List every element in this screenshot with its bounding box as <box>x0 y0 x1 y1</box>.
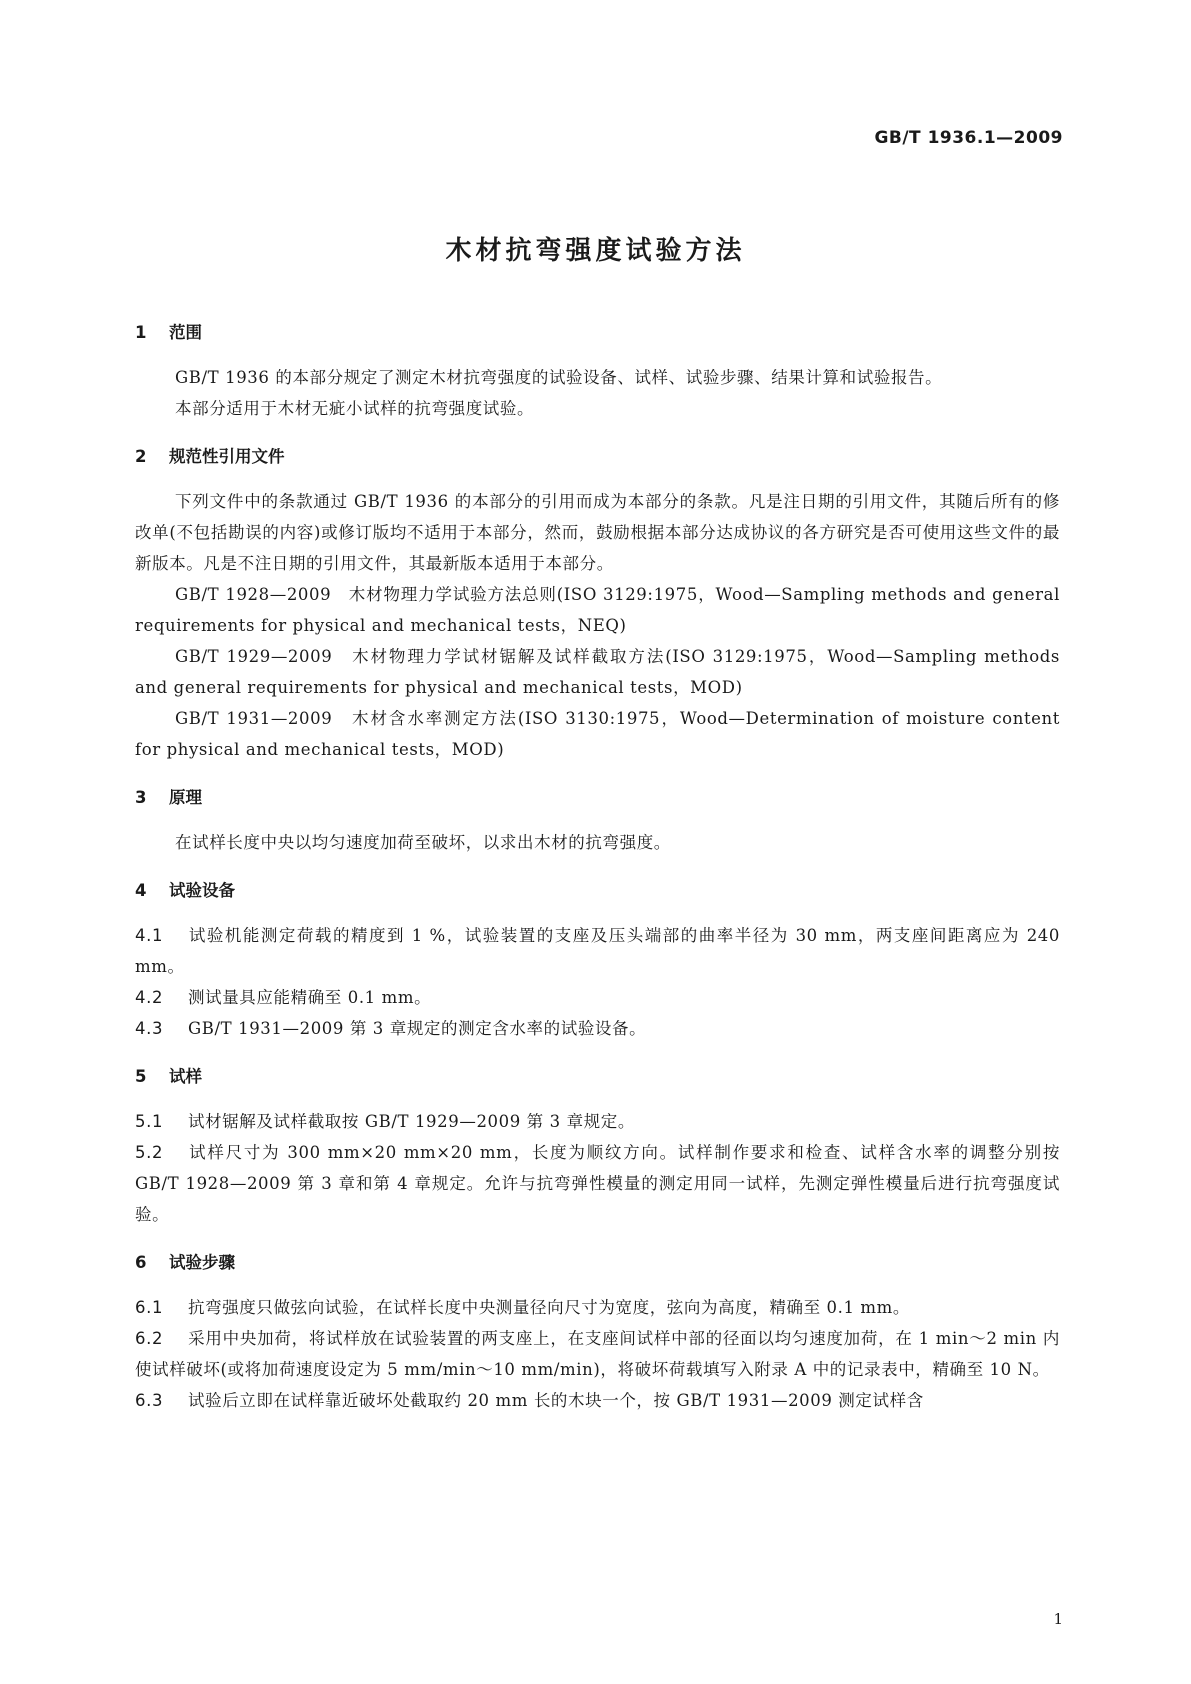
clause <box>135 1106 1060 1137</box>
clause <box>135 982 1060 1013</box>
clause-text: 试样尺寸为 300 mm×20 mm×20 mm，长度为顺纹方向。试样制作要求和检查、试样含水率的调整分别按 GB/T 1928—2009 第 3 章和第 4 章规定。允许与抗弯弹性模量的测定用同一试样，先测定弹性模量后进行抗弯强度试验。 <box>135 1143 1060 1224</box>
section-number: 1 <box>135 323 147 342</box>
clause-number: 6.3 <box>135 1391 164 1410</box>
section-heading-scope <box>135 322 1060 344</box>
reference-entry: GB/T 1928—2009 木材物理力学试验方法总则(ISO 3129:1975，Wood—Sampling methods and general requirements for physical and mechanical tests，NEQ) <box>135 585 1060 635</box>
clause-text: 试材锯解及试样截取按 GB/T 1929—2009 第 3 章规定。 <box>188 1112 635 1131</box>
section-number: 5 <box>135 1067 147 1086</box>
section-number: 6 <box>135 1253 147 1272</box>
section-heading-principle <box>135 787 1060 809</box>
paragraph: GB/T 1936 的本部分规定了测定木材抗弯强度的试验设备、试样、试验步骤、结果计算和试验报告。 <box>175 368 943 387</box>
reference-entry: GB/T 1931—2009 木材含水率测定方法(ISO 3130:1975，Wood—Determination of moisture content for physical and mechanical tests，MOD) <box>135 709 1060 759</box>
section-number: 3 <box>135 788 147 807</box>
clause-text: 抗弯强度只做弦向试验，在试样长度中央测量径向尺寸为宽度，弦向为高度，精确至 0.1 mm。 <box>188 1298 911 1317</box>
paragraph: 下列文件中的条款通过 GB/T 1936 的本部分的引用而成为本部分的条款。凡是注日期的引用文件，其随后所有的修改单(不包括勘误的内容)或修订版均不适用于本部分，然而，鼓励根据本部分达成协议的各方研究是否可使用这些文件的最新版本。凡是不注日期的引用文件，其最新版本适用于本部分。 <box>135 492 1060 573</box>
section-heading-procedure <box>135 1252 1060 1274</box>
section-heading-apparatus <box>135 880 1060 902</box>
clause <box>135 920 1060 982</box>
section-title: 原理 <box>169 788 202 807</box>
clause-text: 试验机能测定荷载的精度到 1 %，试验装置的支座及压头端部的曲率半径为 30 mm，两支座间距离应为 240 mm。 <box>135 926 1060 976</box>
section-title: 试验步骤 <box>169 1253 235 1272</box>
clause <box>135 1385 1060 1416</box>
section-number: 2 <box>135 447 147 466</box>
clause-number: 6.1 <box>135 1298 164 1317</box>
clause-text: 采用中央加荷，将试样放在试验装置的两支座上，在支座间试样中部的径面以均匀速度加荷，在 1 min～2 min 内使试样破坏(或将加荷速度设定为 5 mm/min～10 mm/min)，将破坏荷载填写入附录 A 中的记录表中，精确至 10 N。 <box>135 1329 1060 1379</box>
paragraph: 本部分适用于木材无疵小试样的抗弯强度试验。 <box>175 399 535 418</box>
section-title: 范围 <box>169 323 202 342</box>
section-heading-specimens <box>135 1066 1060 1088</box>
clause <box>135 1137 1060 1230</box>
section-title: 试验设备 <box>169 881 235 900</box>
reference-entry: GB/T 1929—2009 木材物理力学试材锯解及试样截取方法(ISO 3129:1975，Wood—Sampling methods and general requirements for physical and mechanical tests，MOD) <box>135 647 1060 697</box>
section-title: 试样 <box>169 1067 202 1086</box>
clause <box>135 1323 1060 1385</box>
paragraph: 在试样长度中央以均匀速度加荷至破坏，以求出木材的抗弯强度。 <box>175 833 671 852</box>
clause <box>135 1292 1060 1323</box>
document-title: 木材抗弯强度试验方法 <box>445 236 746 266</box>
section-number: 4 <box>135 881 147 900</box>
clause-number: 4.2 <box>135 988 164 1007</box>
clause-text: GB/T 1931—2009 第 3 章规定的测定含水率的试验设备。 <box>188 1019 647 1038</box>
page-number: 1 <box>1053 1610 1063 1628</box>
clause-number: 5.1 <box>135 1112 164 1131</box>
clause-text: 测试量具应能精确至 0.1 mm。 <box>188 988 432 1007</box>
clause-number: 4.1 <box>135 926 164 945</box>
section-heading-normative-references <box>135 446 1060 468</box>
clause-number: 6.2 <box>135 1329 164 1348</box>
clause-text: 试验后立即在试样靠近破坏处截取约 20 mm 长的木块一个，按 GB/T 1931—2009 测定试样含 <box>188 1391 924 1410</box>
clause-number: 5.2 <box>135 1143 164 1162</box>
standard-number: GB/T 1936.1—2009 <box>874 128 1063 148</box>
clause-number: 4.3 <box>135 1019 164 1038</box>
section-title: 规范性引用文件 <box>169 447 285 466</box>
clause <box>135 1013 1060 1044</box>
document-body <box>135 322 1060 1416</box>
